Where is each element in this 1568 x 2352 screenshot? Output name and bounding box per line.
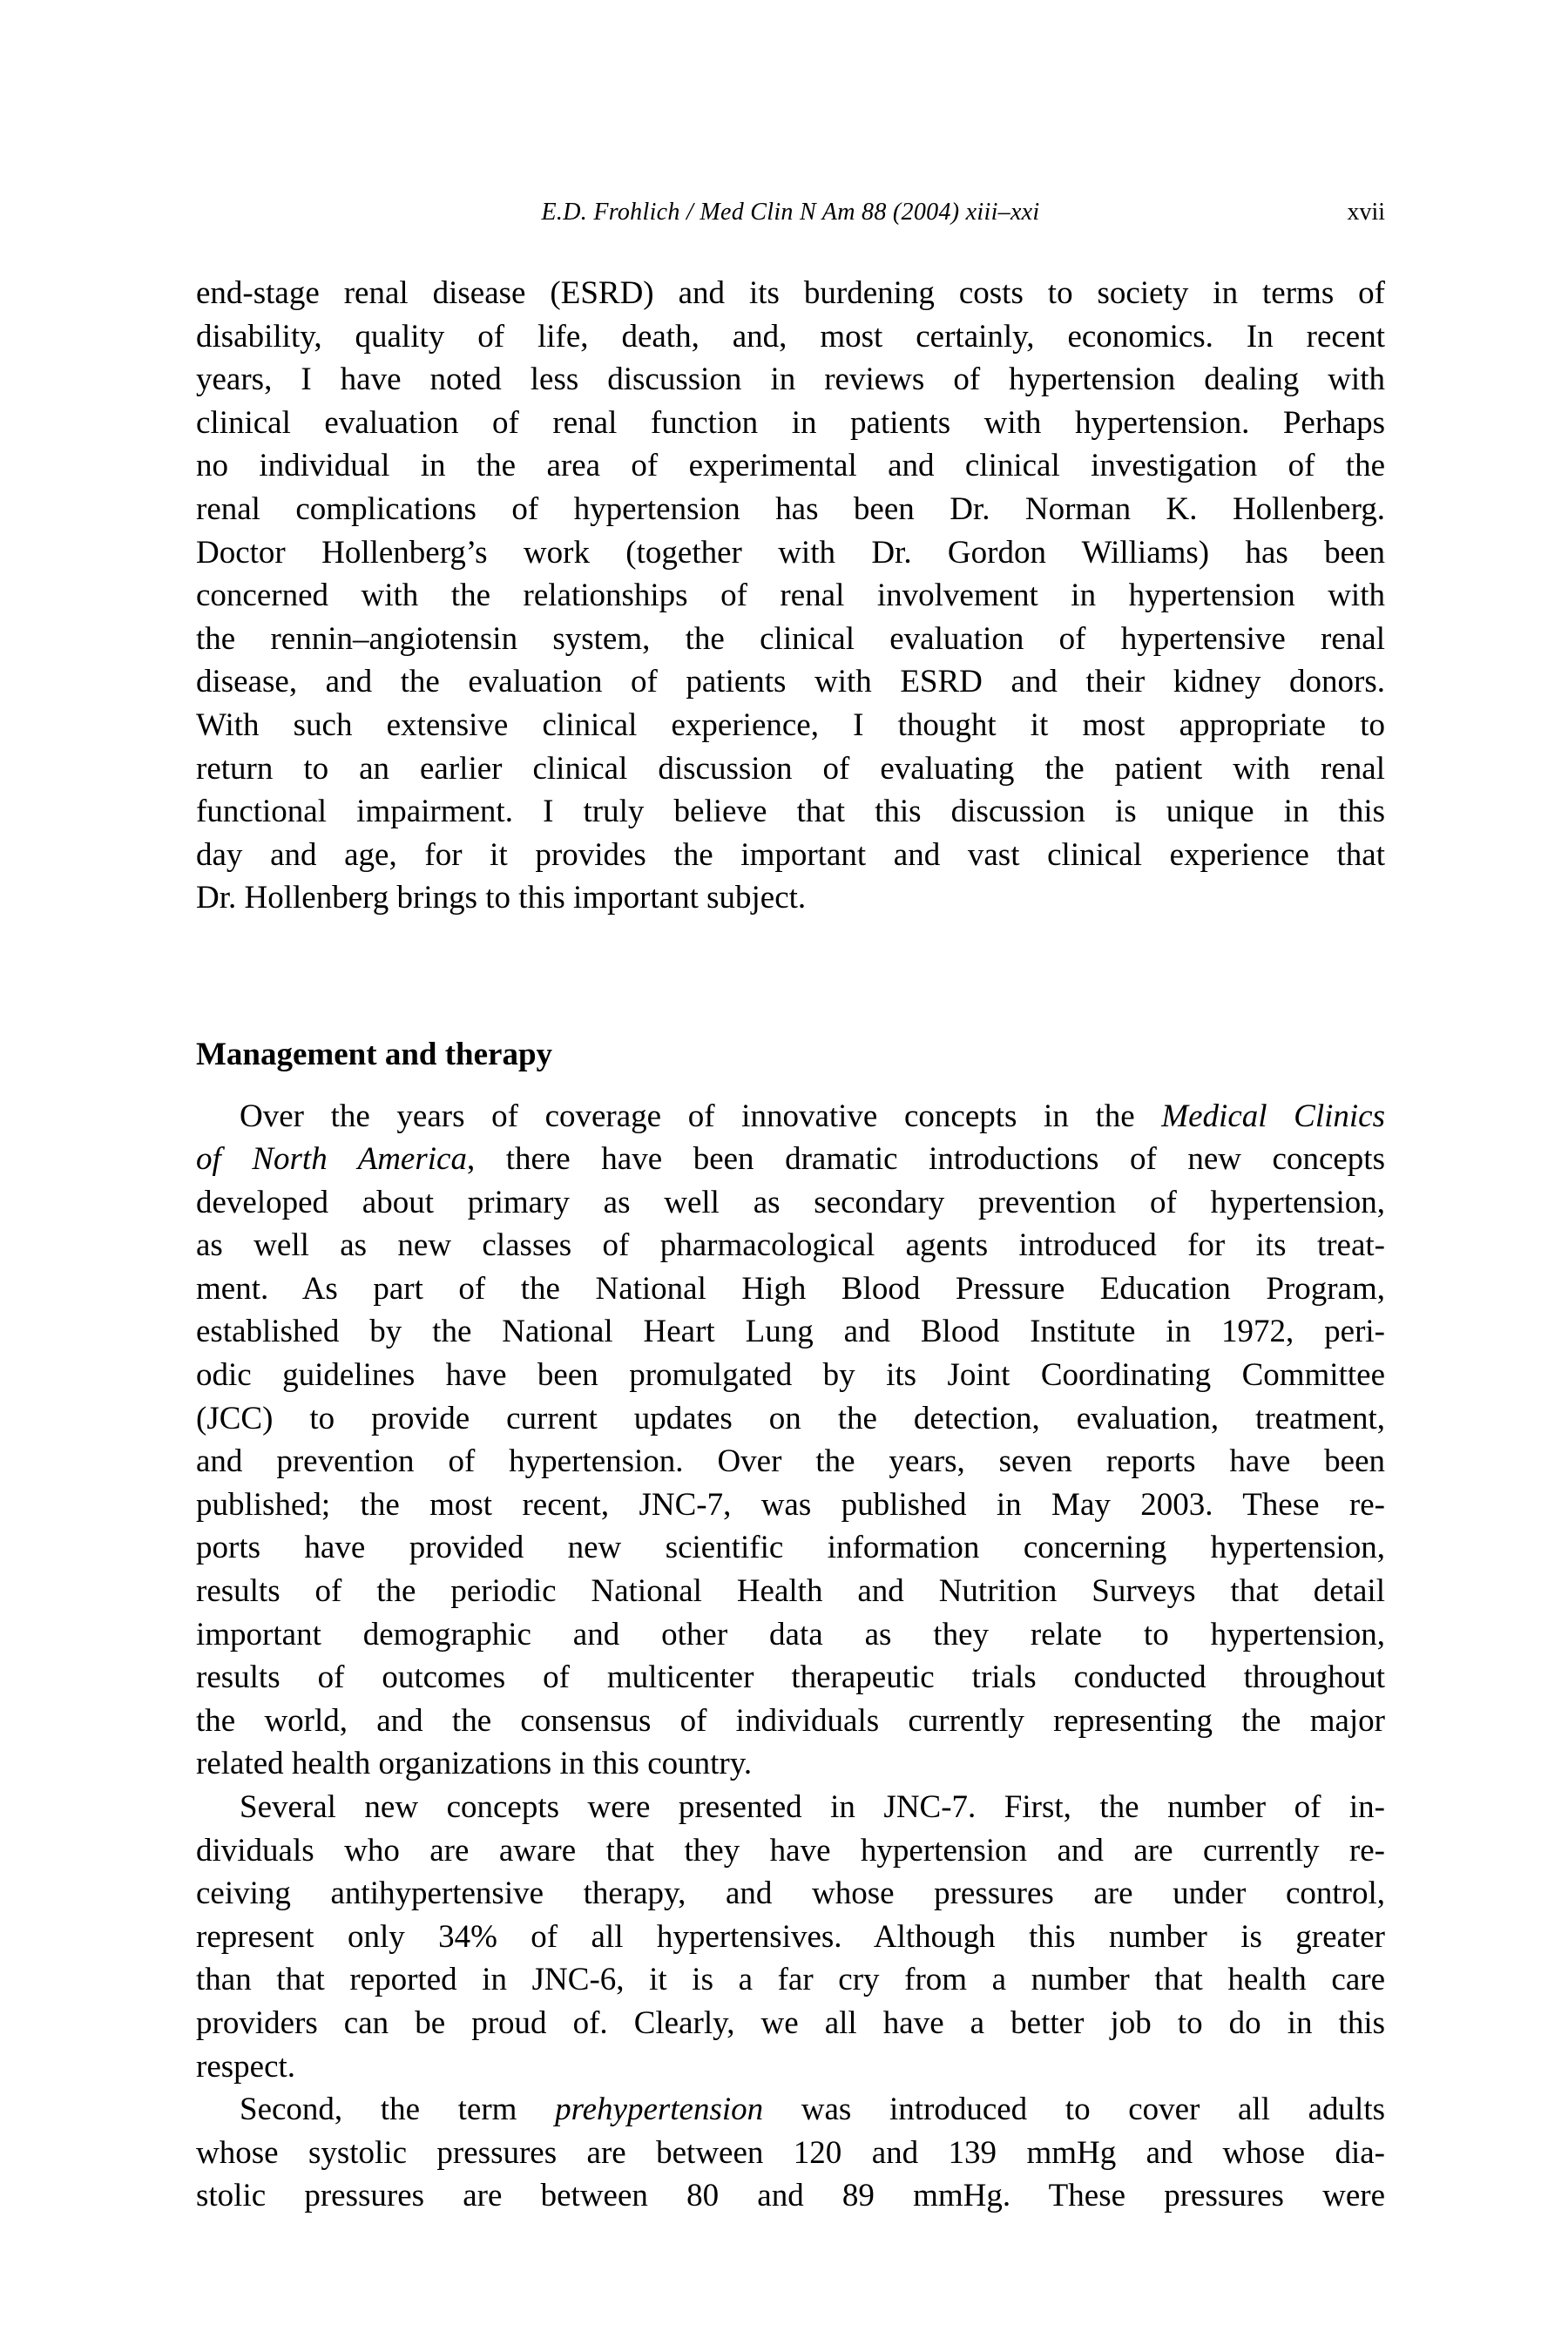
text-line: results of outcomes of multicenter therapeutic trials conducted throughout bbox=[196, 1659, 1385, 1696]
text-line: Second, the term prehypertension was introduced to cover all adults bbox=[240, 2092, 1386, 2128]
text-line: day and age, for it provides the important and vast clinical experience that bbox=[196, 836, 1385, 873]
italic-text: Medical Clinics bbox=[1161, 1098, 1385, 1134]
text-line: the rennin–angiotensin system, the clinical evaluation of hypertensive renal bbox=[196, 620, 1385, 657]
running-header bbox=[196, 197, 1385, 232]
paragraph bbox=[196, 1095, 1385, 1787]
text-line: renal complications of hypertension has been Dr. Norman K. Hollenberg. bbox=[196, 490, 1385, 527]
section-heading: Management and therapy bbox=[196, 1036, 553, 1072]
text-line: established by the National Heart Lung and Blood Institute in 1972, peri- bbox=[196, 1314, 1385, 1350]
text-line: Several new concepts were presented in JNC-7. First, the number of in- bbox=[240, 1789, 1385, 1825]
text-line: no individual in the area of experimental and clinical investigation of the bbox=[196, 448, 1385, 484]
text-line: disability, quality of life, death, and, most certainly, economics. In recent bbox=[196, 318, 1385, 355]
text-line: end-stage renal disease (ESRD) and its burdening costs to society in terms of bbox=[196, 275, 1385, 311]
text-line: published; the most recent, JNC-7, was published in May 2003. These re- bbox=[196, 1486, 1385, 1523]
text-line: developed about primary as well as secondary prevention of hypertension, bbox=[196, 1184, 1385, 1220]
text-line: than that reported in JNC-6, it is a far cry from a number that health care bbox=[196, 1962, 1385, 1998]
text-line: whose systolic pressures are between 120 and 139 mmHg and whose dia- bbox=[196, 2134, 1385, 2171]
italic-text: prehypertension bbox=[555, 2092, 764, 2128]
paragraph bbox=[196, 2088, 1385, 2218]
text-line: functional impairment. I truly believe that this discussion is unique in this bbox=[196, 794, 1385, 830]
text-line: dividuals who are aware that they have hypertension and are currently re- bbox=[196, 1832, 1385, 1869]
text-line: years, I have noted less discussion in reviews of hypertension dealing with bbox=[196, 362, 1385, 398]
text-line: ports have provided new scientific information concerning hypertension, bbox=[196, 1530, 1385, 1566]
text-line: ment. As part of the National High Blood Pressure Education Program, bbox=[196, 1270, 1385, 1307]
text-line: respect. bbox=[196, 2048, 296, 2085]
text-line: of North America, there have been dramatic introductions of new concepts bbox=[196, 1141, 1385, 1178]
text-line: and prevention of hypertension. Over the years, seven reports have been bbox=[196, 1443, 1385, 1480]
text-line: concerned with the relationships of renal involvement in hypertension with bbox=[196, 578, 1385, 614]
text-line: odic guidelines have been promulgated by its Joint Coordinating Committee bbox=[196, 1357, 1385, 1394]
text-line: (JCC) to provide current updates on the detection, evaluation, treatment, bbox=[196, 1400, 1385, 1436]
text-line: results of the periodic National Health and Nutrition Surveys that detail bbox=[196, 1573, 1385, 1610]
text-line: important demographic and other data as they relate to hypertension, bbox=[196, 1616, 1385, 1652]
text-line: return to an earlier clinical discussion of evaluating the patient with renal bbox=[196, 750, 1385, 787]
italic-text: of North America bbox=[196, 1141, 467, 1178]
text-line: disease, and the evaluation of patients with ESRD and their kidney donors. bbox=[196, 664, 1385, 700]
paragraph bbox=[196, 1786, 1385, 2088]
text-line: Doctor Hollenberg’s work (together with Dr. Gordon Williams) has been bbox=[196, 534, 1385, 571]
page-number: xvii bbox=[1347, 199, 1385, 226]
text-line: ceiving antihypertensive therapy, and whose pressures are under control, bbox=[196, 1876, 1385, 1912]
text-line: Over the years of coverage of innovative concepts in the Medical Clinics bbox=[240, 1098, 1385, 1134]
body-text bbox=[196, 272, 1385, 2218]
text-line: as well as new classes of pharmacological agents introduced for its treat- bbox=[196, 1227, 1385, 1264]
text-line: clinical evaluation of renal function in patients with hypertension. Perhaps bbox=[196, 404, 1385, 441]
text-line: Dr. Hollenberg brings to this important subject. bbox=[196, 880, 807, 916]
paragraph bbox=[196, 272, 1385, 920]
running-title: E.D. Frohlich / Med Clin N Am 88 (2004) xiii–xxi bbox=[541, 199, 1040, 226]
text-line: the world, and the consensus of individuals currently representing the major bbox=[196, 1702, 1385, 1739]
text-line: represent only 34% of all hypertensives. Although this number is greater bbox=[196, 1918, 1385, 1955]
text-line: related health organizations in this country. bbox=[196, 1746, 753, 1782]
text-line: providers can be proud of. Clearly, we all have a better job to do in this bbox=[196, 2004, 1385, 2041]
text-line: With such extensive clinical experience, I thought it most appropriate to bbox=[196, 706, 1385, 743]
text-line: stolic pressures are between 80 and 89 mmHg. These pressures were bbox=[196, 2178, 1385, 2214]
